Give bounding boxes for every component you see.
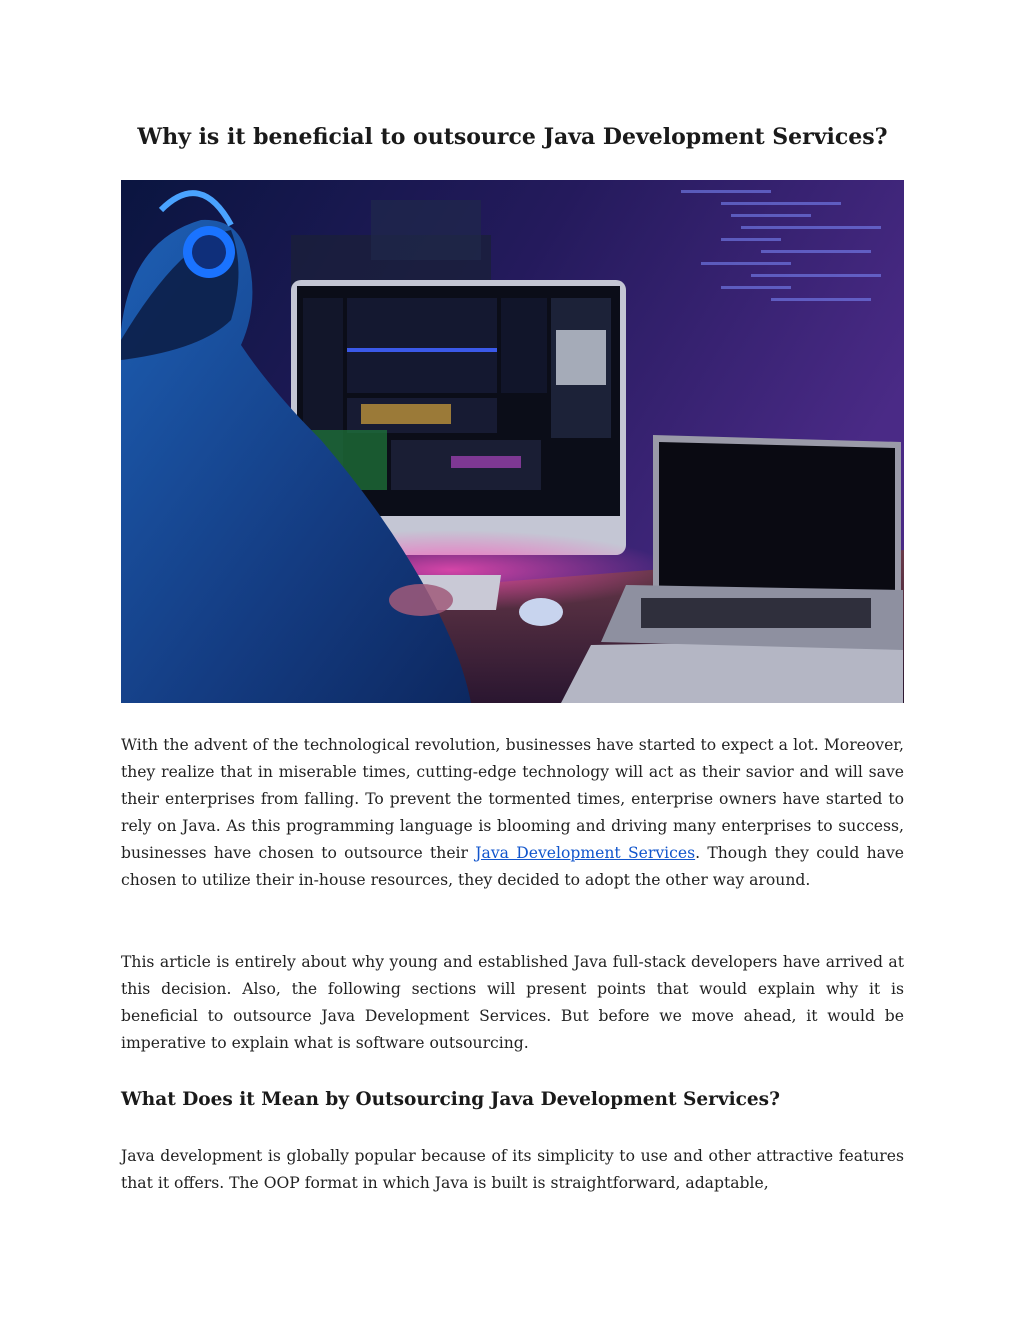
developer-at-computer-photo xyxy=(121,180,904,703)
section-heading: What Does it Mean by Outsourcing Java Development Services? xyxy=(121,1089,780,1110)
intro-text-after-link: . Though they could have chosen to utilize their in-house resources, they decided to adopt the other way around. xyxy=(121,844,904,889)
java-development-services-link[interactable]: Java Development Services xyxy=(475,844,696,862)
intro-text-before-link: With the advent of the technological revolution, businesses have started to expect a lot. Moreover, they realize that in miserable times, cutting-edge technology will act as their savior and will save their enterprises from falling. To prevent the tormented times, enterprise owners have started to rely on Java. As this programming language is blooming and driving many enterprises to success, businesses have chosen to outsource their xyxy=(121,736,904,862)
article-title: Why is it beneficial to outsource Java Development Services? xyxy=(137,124,888,150)
intro-paragraph xyxy=(121,732,904,894)
hero-image xyxy=(121,180,904,703)
article-purpose-paragraph: This article is entirely about why young and established Java full-stack developers have arrived at this decision. Also, the following sections will present points that would explain why it is beneficial to outsource Java Development Services. But before we move ahead, it would be imperative to explain what is software outsourcing. xyxy=(121,953,904,1052)
section-paragraph: Java development is globally popular because of its simplicity to use and other attractive features that it offers. The OOP format in which Java is built is straightforward, adaptable, xyxy=(121,1147,904,1192)
